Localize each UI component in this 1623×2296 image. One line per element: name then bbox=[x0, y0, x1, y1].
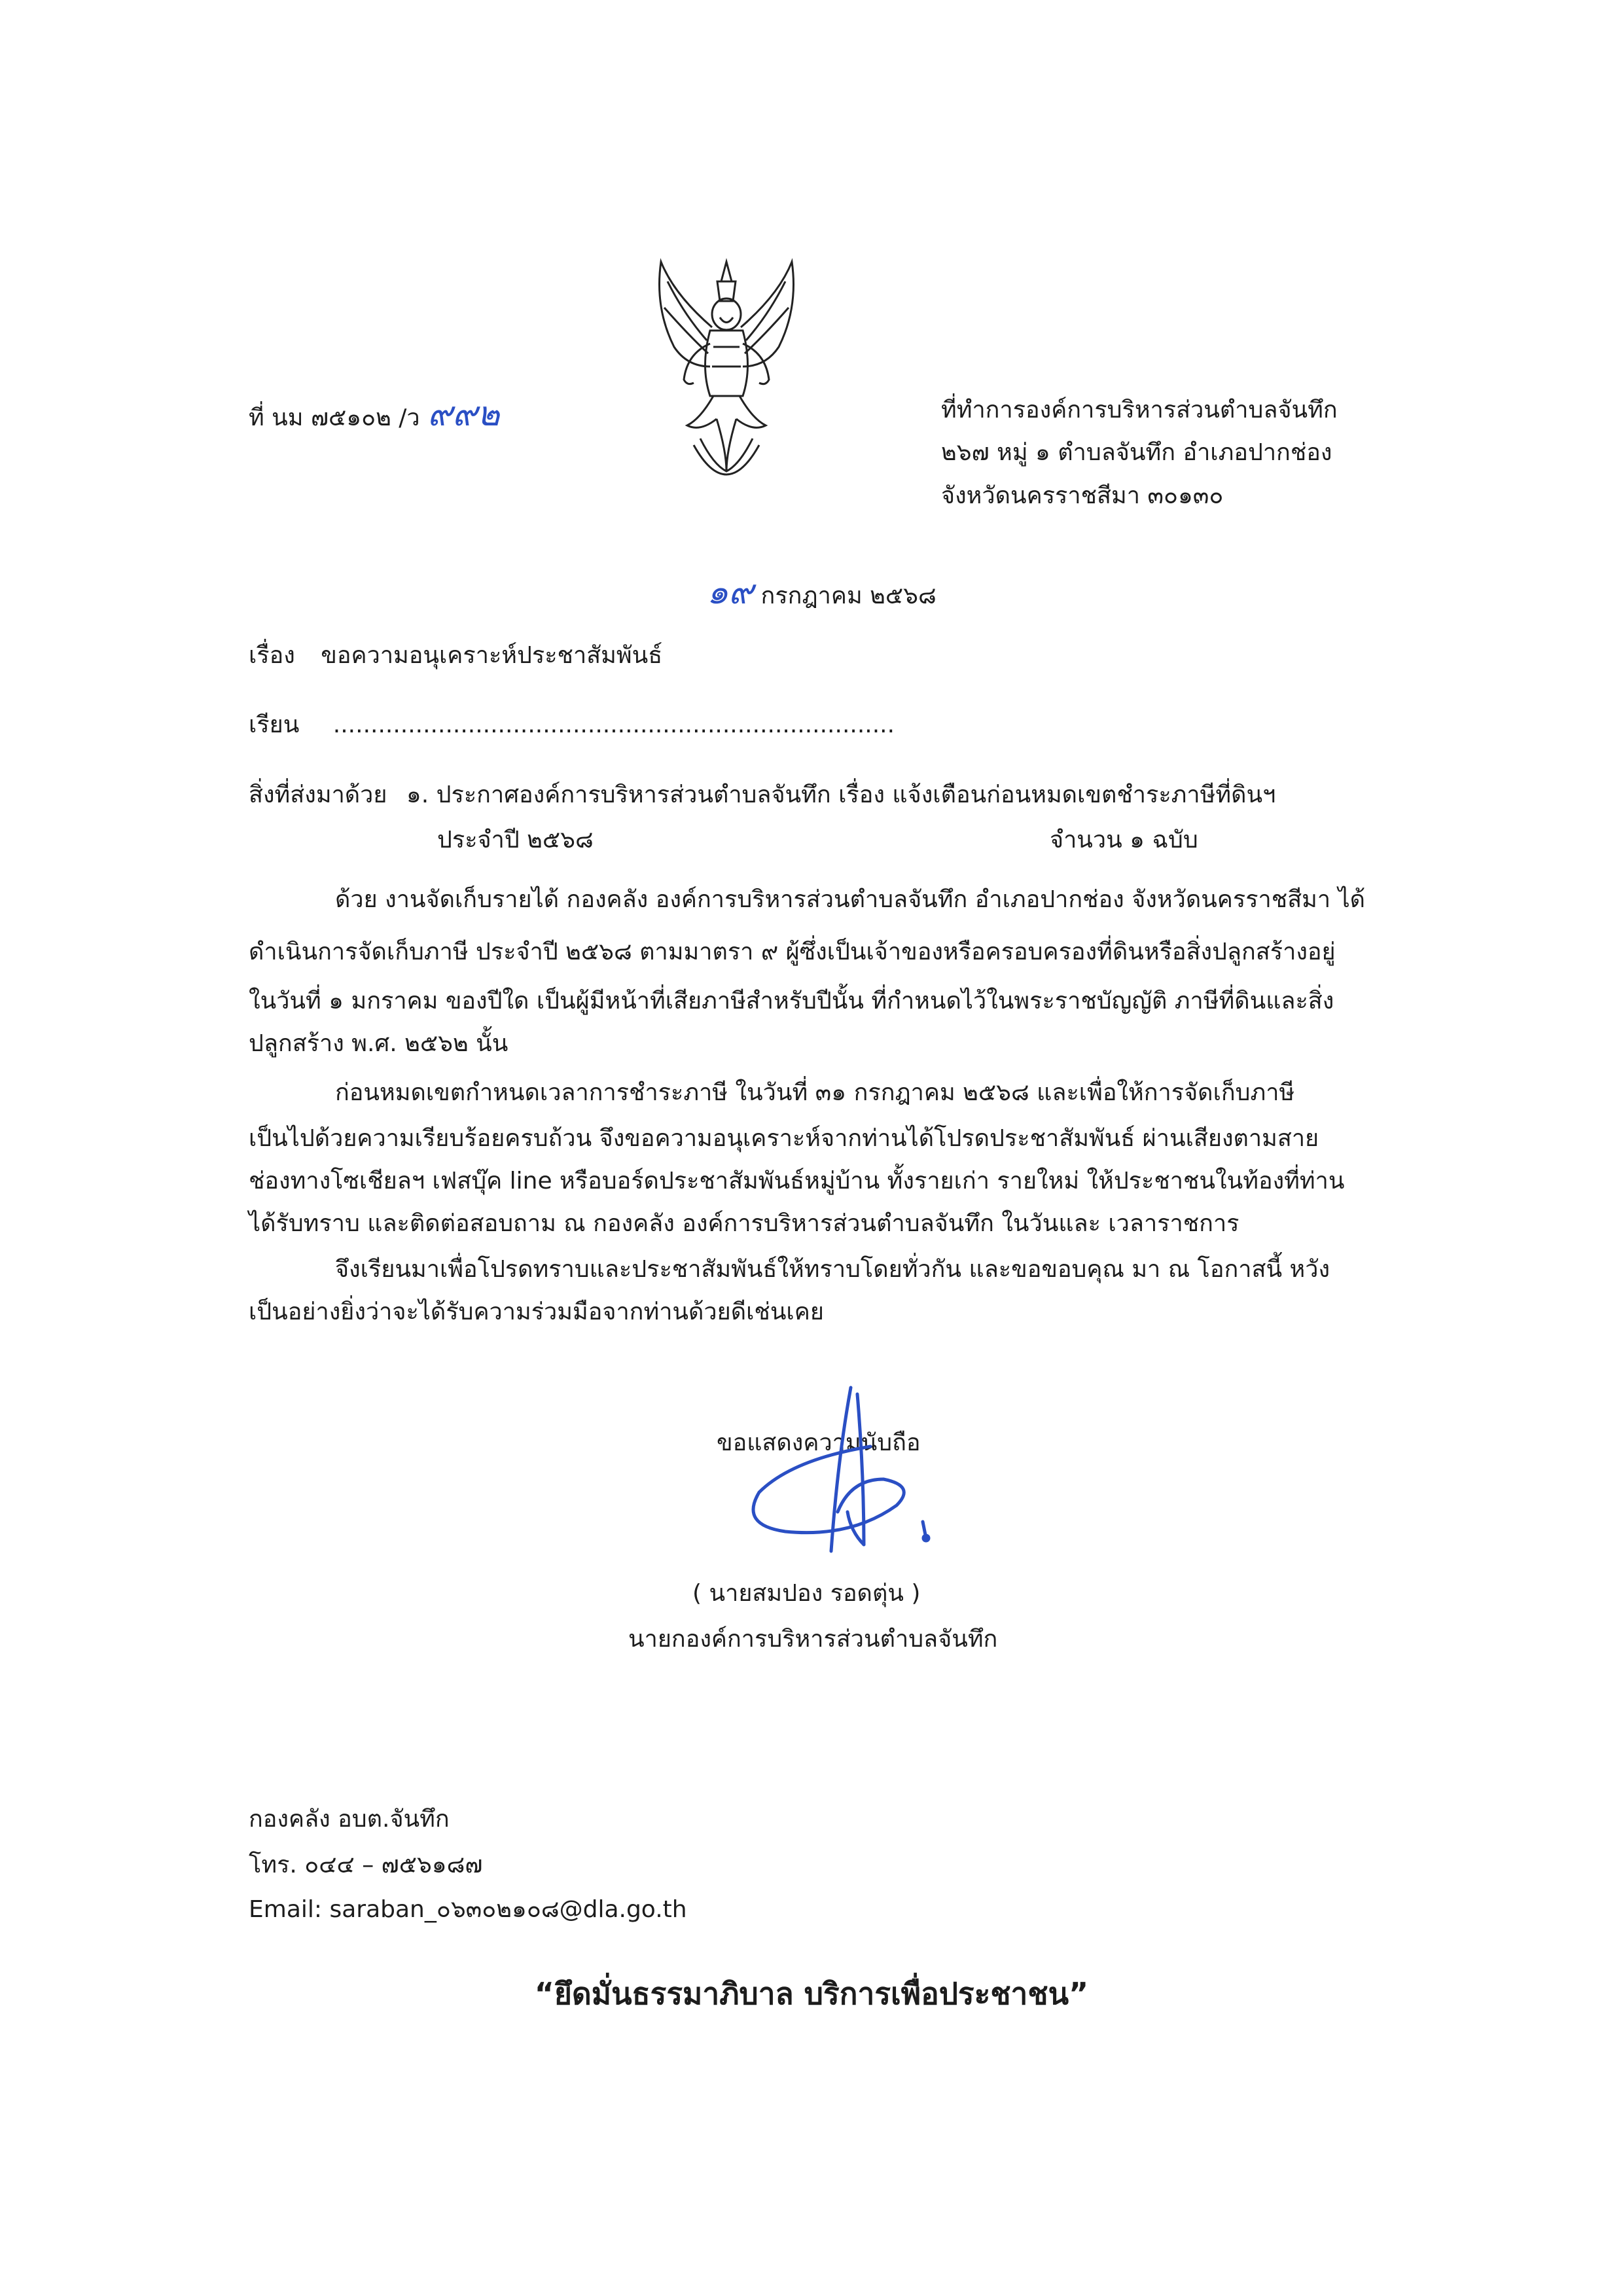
body-paragraph-1-line-3: ในวันที่ ๑ มกราคม ของปีใด เป็นผู้มีหน้าที่เสียภาษีสำหรับปีนั้น ที่กำหนดไว้ในพระราชบัญญัติ ภาษีที่ดินและสิ่ง bbox=[249, 988, 1334, 1014]
date-day-handwritten: ๑๙ bbox=[707, 573, 754, 612]
handwritten-signature bbox=[700, 1381, 962, 1564]
enclosure-label: สิ่งที่ส่งมาด้วย bbox=[249, 781, 387, 808]
signatory-name: ( นายสมปอง รอดตุ่น ) bbox=[692, 1580, 921, 1607]
enclosure-line-1 bbox=[249, 776, 1275, 813]
subject-text: ขอความอนุเคราะห์ประชาสัมพันธ์ bbox=[321, 642, 663, 669]
enclosure-quantity: จำนวน ๑ ฉบับ bbox=[1050, 827, 1198, 853]
recipient-line bbox=[249, 706, 895, 743]
document-reference bbox=[249, 386, 500, 440]
signatory-position: นายกองค์การบริหารส่วนตำบลจันทึก bbox=[628, 1626, 998, 1653]
subject-label: เรื่อง bbox=[249, 642, 295, 669]
reference-prefix: ที่ นม ๗๕๑๐๒ /ว bbox=[249, 404, 420, 431]
body-paragraph-2-line-1: ก่อนหมดเขตกำหนดเวลาการชำระภาษี ในวันที่ ๓๑ กรกฎาคม ๒๕๖๘ และเพื่อให้การจัดเก็บภาษี bbox=[335, 1079, 1295, 1106]
body-paragraph-1-line-4: ปลูกสร้าง พ.ศ. ๒๕๖๒ นั้น bbox=[249, 1030, 508, 1057]
enclosure-line-2: ประจำปี ๒๕๖๘ bbox=[437, 827, 594, 853]
body-paragraph-2-line-4: ได้รับทราบ และติดต่อสอบถาม ณ กองคลัง องค์การบริหารส่วนตำบลจันทึก ในวันและ เวลาราชการ bbox=[249, 1210, 1240, 1237]
recipient-label: เรียน bbox=[249, 711, 300, 738]
date-month-year: กรกฎาคม ๒๕๖๘ bbox=[760, 583, 936, 609]
organization-motto: “ยึดมั่นธรรมาภิบาล บริการเพื่อประชาชน” bbox=[534, 1976, 1089, 2011]
enclosure-item-1: ๑. ประกาศองค์การบริหารส่วนตำบลจันทึก เรื่อง แจ้งเตือนก่อนหมดเขตชำระภาษีที่ดินฯ bbox=[406, 781, 1276, 808]
contact-department: กองคลัง อบต.จันทึก bbox=[249, 1806, 450, 1833]
body-paragraph-1-line-2: ดำเนินการจัดเก็บภาษี ประจำปี ๒๕๖๘ ตามมาตรา ๙ ผู้ซึ่งเป็นเจ้าของหรือครอบครองที่ดินหรือสิ่งปลูกสร้างอยู่ bbox=[249, 939, 1336, 965]
body-paragraph-2-line-3: ช่องทางโซเชียลฯ เฟสบุ๊ค line หรือบอร์ดประชาสัมพันธ์หมู่บ้าน ทั้งรายเก่า รายใหม่ ให้ประชาชนในท้องที่ท่าน bbox=[249, 1168, 1345, 1194]
recipient-placeholder: ........................................................................... bbox=[332, 711, 895, 738]
contact-phone: โทร. ๐๔๔ – ๗๕๖๑๘๗ bbox=[249, 1852, 483, 1878]
document-date bbox=[707, 564, 936, 619]
office-address-line-2: ๒๖๗ หมู่ ๑ ตำบลจันทึก อำเภอปากช่อง bbox=[941, 439, 1332, 466]
garuda-emblem-icon bbox=[648, 255, 805, 478]
office-address-line-1: ที่ทำการองค์การบริหารส่วนตำบลจันทึก bbox=[941, 397, 1338, 423]
body-paragraph-3-line-2: เป็นอย่างยิ่งว่าจะได้รับความร่วมมือจากท่านด้วยดีเช่นเคย bbox=[249, 1299, 824, 1325]
body-paragraph-2-line-2: เป็นไปด้วยความเรียบร้อยครบถ้วน จึงขอความอนุเคราะห์จากท่านได้โปรดประชาสัมพันธ์ ผ่านเสียงตามสาย bbox=[249, 1125, 1319, 1152]
body-paragraph-1-line-1: ด้วย งานจัดเก็บรายได้ กองคลัง องค์การบริหารส่วนตำบลจันทึก อำเภอปากช่อง จังหวัดนครราชสีมา ได้ bbox=[335, 886, 1366, 913]
office-address-line-3: จังหวัดนครราชสีมา ๓๐๑๓๐ bbox=[941, 482, 1224, 509]
body-paragraph-3-line-1: จึงเรียนมาเพื่อโปรดทราบและประชาสัมพันธ์ให้ทราบโดยทั่วกัน และขอขอบคุณ มา ณ โอกาสนี้ หวัง bbox=[335, 1256, 1330, 1283]
reference-number-handwritten: ๙๙๒ bbox=[427, 395, 500, 434]
subject-line bbox=[249, 636, 662, 673]
closing-salutation: ขอแสดงความนับถือ bbox=[717, 1429, 921, 1456]
contact-email: Email: saraban_๐๖๓๐๒๑๐๘@dla.go.th bbox=[249, 1896, 687, 1923]
